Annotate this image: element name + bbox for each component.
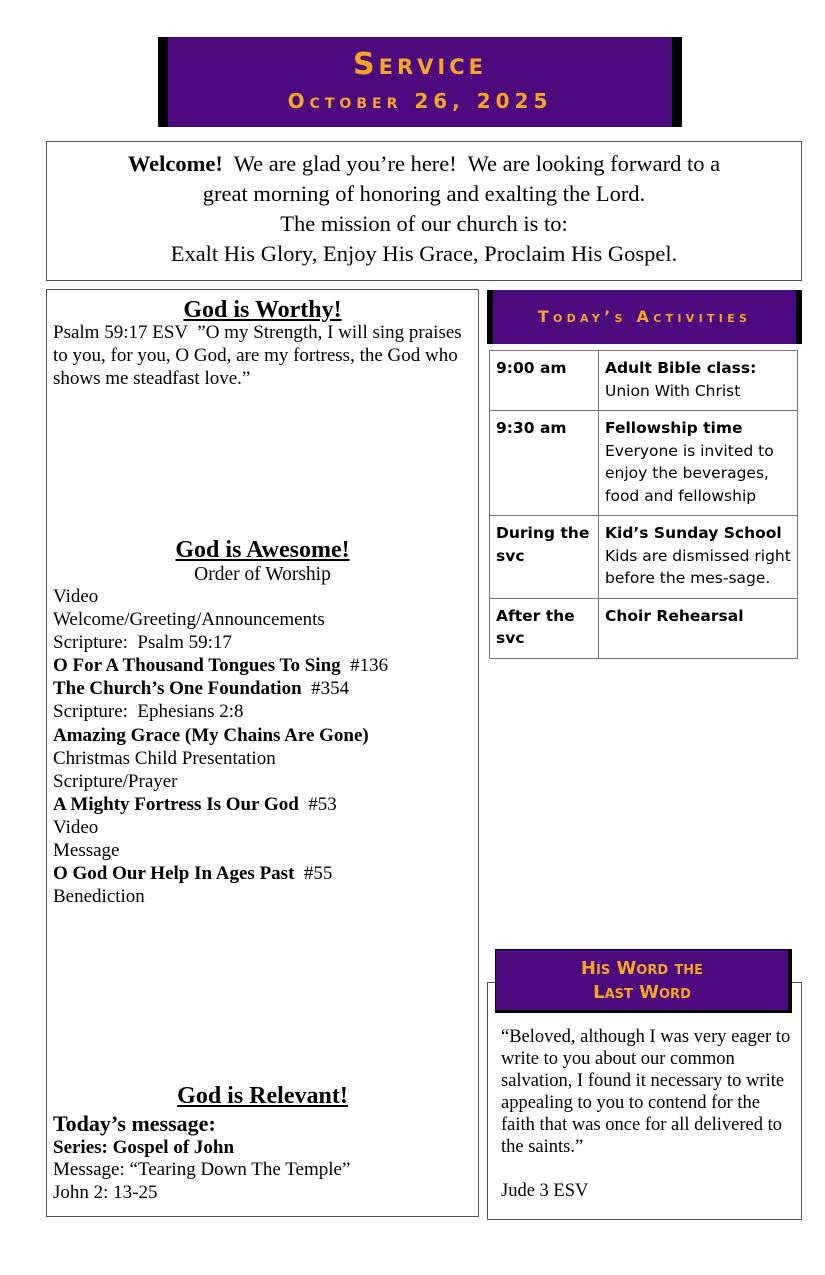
activity-desc: Everyone is invited to enjoy the beverages, food and fellowship — [605, 441, 774, 505]
relevant-title: God is Relevant! — [177, 1083, 348, 1109]
order-of-worship-subtitle: Order of Worship — [194, 564, 331, 585]
his-word-title — [495, 949, 792, 1013]
list-item: Scripture: Ephesians 2:8 — [53, 701, 244, 723]
activity-desc: Union With Christ — [605, 381, 741, 400]
list-item: Amazing Grace (My Chains Are Gone) — [53, 724, 369, 746]
worthy-psalm-text: Psalm 59:17 ESV ”O my Strength, I will sing praises to you, for you, O God, are my fortress, the God who shows me steadfast love.” — [53, 322, 467, 389]
welcome-line-1 — [47, 149, 801, 179]
welcome-line-4: Exalt His Glory, Enjoy His Grace, Proclaim His Gospel. — [170, 241, 678, 266]
message-series: Series: Gospel of John — [53, 1137, 235, 1158]
his-word-reference: Jude 3 ESV — [501, 1181, 589, 1201]
list-item: Scripture: Psalm 59:17 — [53, 632, 232, 654]
list-item: Benediction — [53, 886, 145, 908]
worthy-title: God is Worthy! — [183, 297, 342, 323]
service-title: Service — [353, 47, 487, 82]
list-item: Scripture/Prayer — [53, 770, 178, 792]
activities-table — [489, 350, 798, 659]
activity-desc: Kids are dismissed right before the mes-sage. — [605, 546, 791, 587]
order-of-worship-list — [53, 585, 473, 908]
activity-title: Choir Rehearsal — [605, 606, 744, 625]
list-item: Christmas Child Presentation — [53, 747, 276, 769]
his-word-title-line-1: His Word the — [580, 958, 704, 979]
activity-time: After the svc — [490, 598, 599, 658]
activity-time: 9:00 am — [490, 351, 599, 411]
message-title: Message: “Tearing Down The Temple” — [53, 1159, 351, 1180]
activities-title: Today’s Activities — [487, 290, 802, 344]
his-word-title-line-2: Last Word — [593, 982, 691, 1003]
his-word-quote: “Beloved, although I was very eager to write to you about our common salvation, I found it necessary to write appealing to you to contend for the faith that was once for all delivered to the saints.” — [501, 1027, 791, 1157]
list-item: The Church’s One Foundation #354 — [53, 678, 350, 700]
activity-title: Fellowship time — [605, 419, 743, 437]
table-row — [490, 351, 798, 411]
list-item: Video — [53, 816, 99, 838]
table-row — [490, 598, 798, 658]
welcome-line-1-rest: We are glad you’re here! We are looking forward to a — [222, 151, 721, 176]
activity-title: Kid’s Sunday School — [605, 524, 782, 542]
list-item: Welcome/Greeting/Announcements — [53, 609, 325, 631]
list-item: Message — [53, 840, 120, 862]
activity-cell — [599, 411, 798, 516]
welcome-line-2: great morning of honoring and exalting the Lord. — [202, 181, 646, 206]
welcome-line-3: The mission of our church is to: — [280, 211, 568, 236]
welcome-bold: Welcome! — [127, 151, 223, 176]
awesome-title: God is Awesome! — [175, 537, 350, 563]
activity-time: 9:30 am — [490, 411, 599, 516]
message-reference: John 2: 13-25 — [53, 1182, 158, 1203]
service-date: October 26, 2025 — [287, 89, 553, 113]
list-item: O God Our Help In Ages Past #55 — [53, 863, 333, 885]
activity-cell — [599, 516, 798, 599]
welcome-box — [46, 141, 802, 281]
activity-time: During the svc — [490, 516, 599, 599]
list-item: A Mighty Fortress Is Our God #53 — [53, 793, 337, 815]
activity-cell — [599, 598, 798, 658]
service-banner — [158, 37, 682, 127]
todays-message-heading: Today’s message: — [53, 1111, 216, 1136]
activity-cell — [599, 351, 798, 411]
activity-title: Adult Bible class: — [605, 359, 757, 377]
table-row — [490, 411, 798, 516]
table-row — [490, 516, 798, 599]
list-item: O For A Thousand Tongues To Sing #136 — [53, 655, 389, 677]
list-item: Video — [53, 586, 99, 607]
